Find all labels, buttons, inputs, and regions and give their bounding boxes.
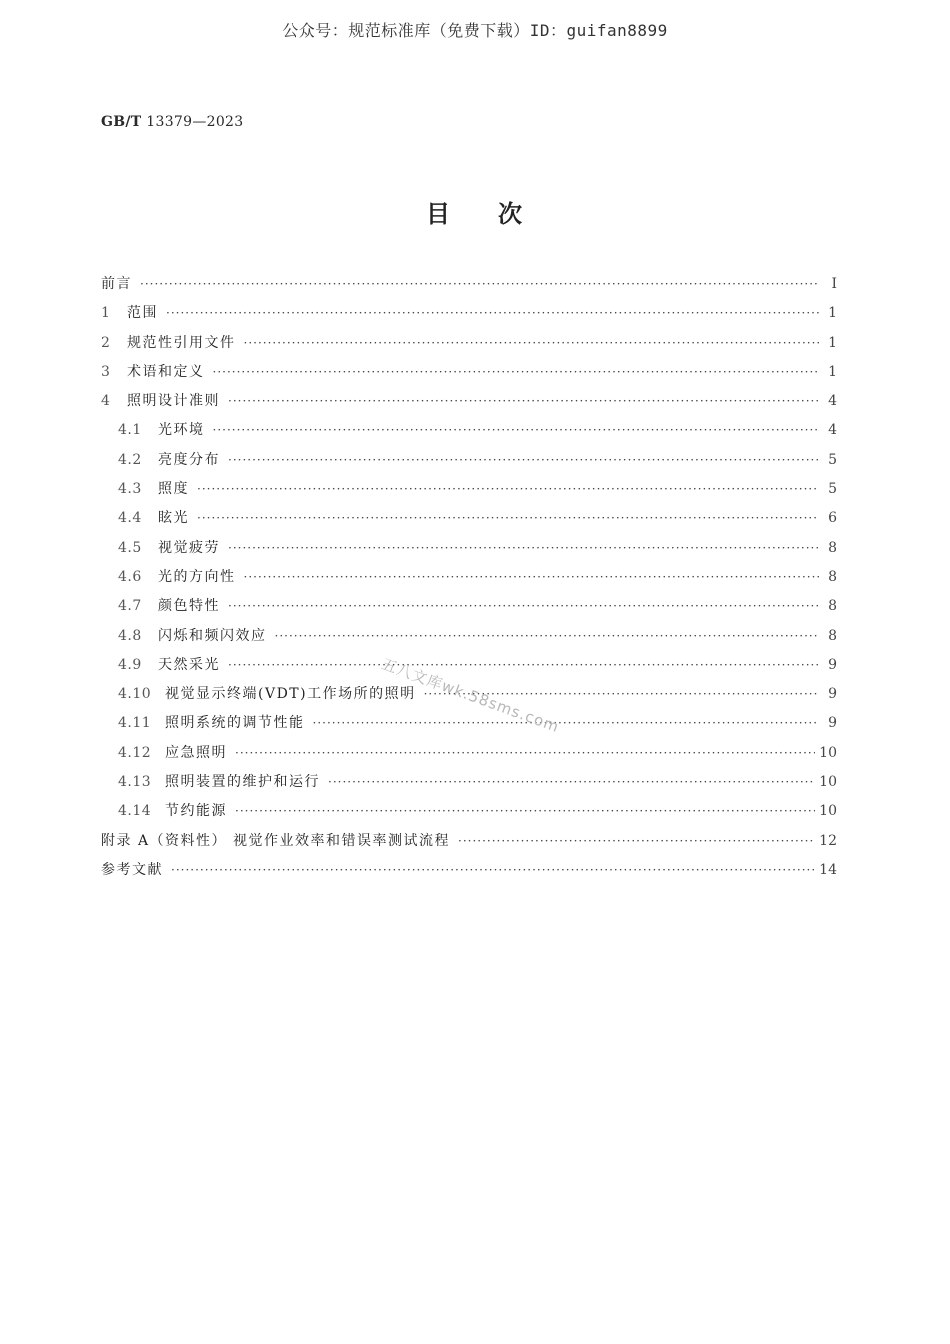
toc-entry-label: 前言	[101, 276, 132, 292]
leader-dots	[197, 504, 819, 533]
toc-entry-label: 闪烁和频闪效应	[158, 627, 267, 644]
toc-entry-page: 10	[819, 744, 837, 761]
toc-entry-4-5[interactable]	[101, 534, 837, 563]
toc-entry-page: 12	[819, 832, 837, 849]
leader-dots	[328, 768, 815, 797]
toc-entry-4[interactable]	[101, 387, 837, 416]
toc-entry-1[interactable]	[101, 299, 837, 328]
toc-entry-number: 4.5	[118, 539, 142, 556]
toc-entry-page: 8	[828, 568, 837, 585]
toc-entry-label: 规范性引用文件	[127, 334, 236, 351]
header-banner: 公众号：规范标准库（免费下载）ID：guifan8899	[282, 21, 668, 40]
toc-entry-page: 1	[828, 363, 837, 380]
toc-entry-number: 4	[101, 393, 111, 410]
toc-entry-page: 4	[828, 393, 837, 410]
toc-entry-number: 4.4	[118, 510, 142, 527]
leader-dots	[228, 534, 819, 563]
toc-entry-number: 4.11	[118, 715, 152, 732]
toc-entry-label: 光环境	[158, 422, 205, 439]
toc-entry-page: 10	[819, 774, 837, 791]
toc-entry-page: 9	[828, 656, 837, 673]
toc-title-char-2: 次	[498, 200, 524, 228]
toc-title-char-1: 目	[426, 200, 452, 228]
toc-entry-label: 照明设计准则	[127, 393, 220, 410]
toc-entry-number: 4.1	[118, 422, 142, 439]
toc-entry-label: 附录 A（资料性） 视觉作业效率和错误率测试流程	[101, 832, 451, 849]
toc-entry-bibliography[interactable]	[101, 856, 837, 885]
toc-entry-label: 节约能源	[165, 803, 227, 820]
toc-entry-number: 4.6	[118, 568, 142, 585]
toc-entry-page: 1	[828, 305, 837, 322]
toc-entry-4-1[interactable]	[101, 416, 837, 445]
leader-dots	[313, 709, 820, 738]
leader-dots	[244, 329, 820, 358]
toc-entry-4-11[interactable]	[101, 709, 837, 738]
watermark-text: 五八文库wk.58sms.com	[379, 654, 562, 737]
toc-entry-page: 9	[828, 686, 837, 703]
leader-dots	[228, 592, 819, 621]
toc-entry-page: 5	[828, 451, 837, 468]
toc-entry-page: 8	[828, 539, 837, 556]
toc-entry-number: 2	[101, 334, 111, 351]
toc-entry-number: 3	[101, 363, 111, 380]
toc-entry-label: 应急照明	[165, 744, 227, 761]
toc-entry-label: 光的方向性	[158, 568, 236, 585]
toc-entry-4-13[interactable]	[101, 768, 837, 797]
toc-entry-number: 4.2	[118, 451, 142, 468]
standard-code: 13379—2023	[146, 114, 244, 130]
toc-entry-4-8[interactable]	[101, 622, 837, 651]
toc-entry-label: 视觉疲劳	[158, 539, 220, 556]
toc-entry-4-4[interactable]	[101, 504, 837, 533]
toc-entry-page: 8	[828, 627, 837, 644]
toc-entry-3[interactable]	[101, 358, 837, 387]
leader-dots	[235, 797, 815, 826]
toc-entry-page: 4	[828, 422, 837, 439]
toc-entry-number: 4.8	[118, 627, 142, 644]
leader-dots	[140, 270, 819, 299]
toc-entry-label: 视觉显示终端(VDT)工作场所的照明	[165, 686, 416, 703]
toc-entry-label: 颜色特性	[158, 598, 220, 615]
toc-entry-number: 4.9	[118, 656, 142, 673]
toc-entry-page: 9	[828, 715, 837, 732]
toc-entry-4-6[interactable]	[101, 563, 837, 592]
toc-entry-number: 4.13	[118, 774, 152, 791]
toc-entry-page: 10	[819, 803, 837, 820]
toc-entry-page: 8	[828, 598, 837, 615]
toc-entry-foreword[interactable]	[101, 270, 837, 299]
leader-dots	[228, 446, 819, 475]
toc-entry-label: 亮度分布	[158, 451, 220, 468]
toc-entry-4-3[interactable]	[101, 475, 837, 504]
leader-dots	[275, 622, 820, 651]
toc-entry-label: 参考文献	[101, 861, 163, 878]
leader-dots	[228, 387, 819, 416]
standard-prefix: GB/T	[101, 114, 142, 130]
toc-entry-label: 天然采光	[158, 656, 220, 673]
toc-entry-number: 1	[101, 305, 111, 322]
toc-entry-number: 4.12	[118, 744, 152, 761]
toc-entry-number: 4.14	[118, 803, 152, 820]
leader-dots	[171, 856, 815, 885]
toc-entry-label: 眩光	[158, 510, 189, 527]
toc-entry-label: 照明装置的维护和运行	[165, 774, 320, 791]
toc-entry-number: 4.3	[118, 481, 142, 498]
toc-entry-4-12[interactable]	[101, 739, 837, 768]
leader-dots	[235, 739, 815, 768]
leader-dots	[213, 416, 820, 445]
leader-dots	[213, 358, 820, 387]
toc-entry-4-2[interactable]	[101, 446, 837, 475]
table-of-contents	[101, 270, 837, 885]
toc-entry-page: I	[831, 276, 837, 292]
toc-entry-label: 术语和定义	[127, 363, 205, 380]
leader-dots	[244, 563, 820, 592]
toc-entry-page: 5	[828, 481, 837, 498]
toc-entry-page: 14	[819, 861, 837, 878]
toc-title	[0, 194, 950, 229]
toc-entry-2[interactable]	[101, 329, 837, 358]
leader-dots	[228, 651, 819, 680]
toc-entry-4-14[interactable]	[101, 797, 837, 826]
toc-entry-number: 4.7	[118, 598, 142, 615]
toc-entry-page: 6	[828, 510, 837, 527]
toc-entry-page: 1	[828, 334, 837, 351]
toc-entry-label: 照度	[158, 481, 189, 498]
standard-number	[101, 114, 243, 130]
toc-entry-4-9[interactable]	[101, 651, 837, 680]
toc-entry-number: 4.10	[118, 686, 152, 703]
toc-entry-appendix-a[interactable]	[101, 827, 837, 856]
toc-entry-4-7[interactable]	[101, 592, 837, 621]
toc-entry-label: 范围	[127, 305, 158, 322]
leader-dots	[166, 299, 819, 328]
leader-dots	[458, 827, 815, 856]
toc-entry-label: 照明系统的调节性能	[165, 715, 305, 732]
leader-dots	[197, 475, 819, 504]
